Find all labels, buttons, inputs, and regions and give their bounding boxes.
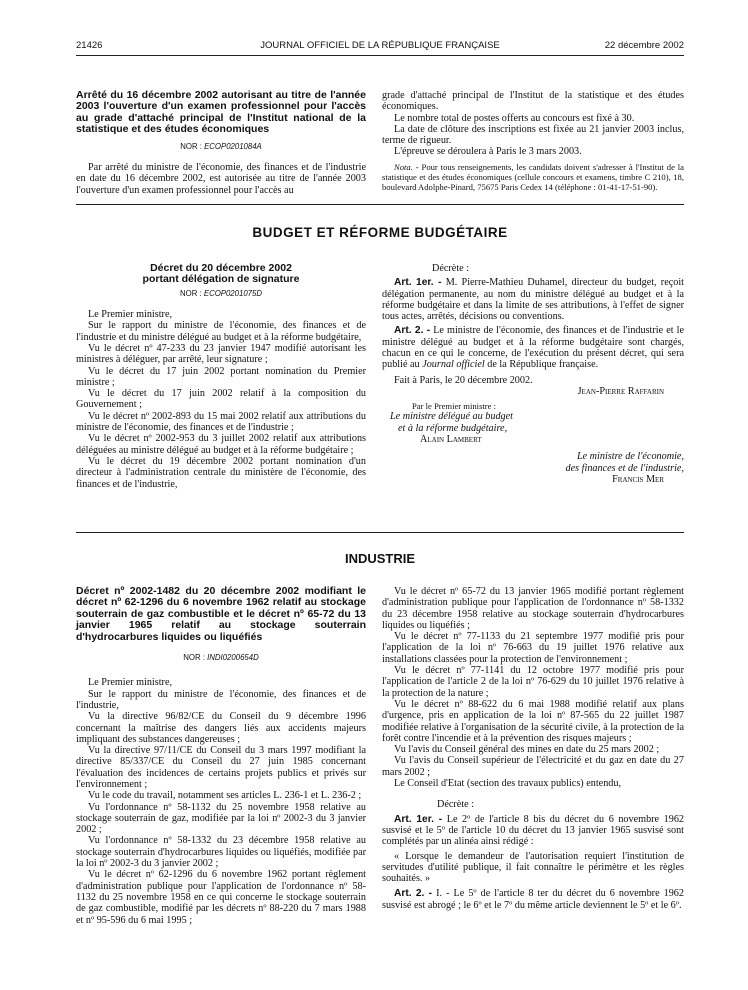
arrete-left-column [76,90,366,196]
visa-paragraph: Vu l'avis du Conseil supérieur de l'électricité et du gaz en date du 27 mars 2002 ; [382,755,684,778]
visa-paragraph: Le Premier ministre, [88,309,173,321]
budget-decree-title: Décret du 20 décembre 2002 portant délégation de signature [142,262,300,286]
industrie-right-column [382,586,684,911]
minister-1-signature: Le ministre délégué au budget et à la réforme budgétaire, Alain Lambert [390,411,513,446]
section-heading-industrie: INDUSTRIE [344,551,416,566]
arrete-nor: NOR : ECOP0201084A [180,141,262,151]
industrie-decree-title: Décret nº 2002-1482 du 20 décembre 2002 modifiant le décret nº 62-1296 du 6 novembre 1962 relatif au stockage souterrain de gaz combustible et le décret nº 65-72 du 13 janvier 1965 relatif au stockage souterrain d'hydrocarbures liquides ou liquéfiés [76,585,366,643]
visa-paragraph: Vu la directive 97/11/CE du Conseil du 3 mars 1997 modifiant la directive 85/337/CE du Conseil du 27 juin 1985 concernant l'évaluation des incidences de certains projets publics et privés sur l'environnement ; [76,745,366,790]
budget-right-column [382,263,684,485]
arrete-body: Par arrêté du ministre de l'économie, des finances et de l'industrie en date du 16 décembre 2002, est autorisée au titre de l'année 2003 l'ouverture d'un examen professionnel pour l'accès au [76,161,366,196]
arrete-right-column [382,90,684,192]
visa-paragraph: Le Conseil d'Etat (section des travaux publics) entendu, [394,778,622,790]
visa-paragraph: Sur le rapport du ministre de l'économie, des finances et de l'industrie, [76,688,366,711]
visa-paragraph: Vu le décret nº 2002-893 du 15 mai 2002 relatif aux attributions du ministre de l'économie, des finances et de l'industrie ; [76,410,366,434]
visa-paragraph: Vu le décret nº 77-1133 du 21 septembre 1977 modifié pris pour l'application de la loi nº 76-663 du 19 juillet 1976 relative aux installations classées pour la protection de l'environnement ; [382,631,684,665]
arrete-note: Nota. - Pour tous renseignements, les candidats doivent s'adresser à l'Institut de la statistique et des études économiques (cellule concours et examens, timbre C 210), 18, boulevard Adolphe-Pinard, 75675 Paris Cedex 14 (téléphone : 01-41-17-51-90). [382,161,684,193]
minister-2-signature: Le ministre de l'économie, des finances et de l'industrie, Francis Mer [565,451,684,485]
visa-paragraph: Le Premier ministre, [88,677,173,689]
journal-title: JOURNAL OFFICIEL DE LA RÉPUBLIQUE FRANÇAISE [260,40,500,51]
fait-a-paris: Fait à Paris, le 20 décembre 2002. [394,374,533,386]
industrie-article-1: Art. 1er. - Le 2º de l'article 8 bis du décret du 6 novembre 1962 susvisé et le 5º de l'article 10 du décret du 13 janvier 1965 susvisé sont complétés par un alinéa ainsi rédigé : [382,813,685,848]
decrete-label: Décrète : [437,799,475,811]
section-heading-budget: BUDGET ET RÉFORME BUDGÉTAIRE [252,225,508,240]
industrie-quote: « Lorsque le demandeur de l'autorisation requiert l'institution de servitudes d'utilité publique, il fait connaître le périmètre et les règles souhaités. » [382,850,684,885]
industrie-visas-left [76,677,366,926]
visa-paragraph: Vu le décret nº 65-72 du 13 janvier 1965 modifié portant règlement d'administration publique pour l'application de l'ordonnance nº 58-1332 du 23 décembre 1958 relative au stockage souterrain d'hydrocarbures liquides ou liquéfiés ; [382,586,684,631]
industrie-article-2: Art. 2. - I. - Le 5º de l'article 8 ter du décret du 6 novembre 1962 susvisé est abrogé ; le 6º et le 7º du même article deviennent le 5º et le 6º. [382,888,684,911]
page-number: 21426 [76,40,103,51]
signer-name: Jean-Pierre Raffarin [577,385,664,397]
budget-nor: NOR : ECOP0201075D [180,288,262,298]
decrete-label: Décrète : [432,263,470,274]
arrete-paragraph: L'épreuve se déroulera à Paris le 3 mars 2003. [394,146,582,158]
visa-paragraph: Vu le décret nº 2002-953 du 3 juillet 2002 relatif aux attributions déléguées au ministre délégué au budget et à la réforme budgétaire ; [76,433,366,456]
visa-paragraph: Vu le décret nº 77-1141 du 12 octobre 1977 modifié pris pour l'application de l'article 2 de la loi nº 76-629 du 10 juillet 1976 relative à la protection de la nature ; [382,665,684,699]
budget-visas [76,309,366,490]
visa-paragraph: Vu le décret nº 88-622 du 6 mai 1988 modifié relatif aux plans d'urgence, pris en application de la loi nº 87-565 du 22 juillet 1987 modifiée relative à l'organisation de la sécurité civile, à la protection de la forêt contre l'incendie et à la prévention des risques majeurs ; [382,698,684,744]
arrete-paragraph: La date de clôture des inscriptions est fixée au 21 janvier 2003 inclus, terme de rigueur. [382,123,684,147]
visa-paragraph: Vu le décret du 17 juin 2002 portant nomination du Premier ministre ; [76,365,366,388]
visa-paragraph: Sur le rapport du ministre de l'économie, des finances et de l'industrie et du ministre délégué au budget et à la réforme budgétaire, [76,320,366,343]
visa-paragraph: Vu le décret nº 47-233 du 23 janvier 1947 modifié autorisant les ministres à déléguer, par arrêté, leur signature ; [76,343,366,366]
par-premier-ministre: Par le Premier ministre : [412,401,497,412]
visa-paragraph: Vu l'avis du Conseil général des mines en date du 25 mars 2002 ; [394,744,660,756]
industrie-left-column [76,586,366,926]
visa-paragraph: Vu l'ordonnance nº 58-1132 du 25 novembre 1958 relative au stockage souterrain de gaz, modifiée par la loi nº 2002-3 du 3 janvier 2002 ; [76,801,366,836]
arrete-title: Arrêté du 16 décembre 2002 autorisant au titre de l'année 2003 l'ouverture d'un examen professionnel pour l'accès au grade d'attaché principal de l'Institut national de la statistique et des études économiques [76,89,366,136]
budget-article-2: Art. 2. - Le ministre de l'économie, des finances et de l'industrie et le ministre délégué au budget et à la réforme budgétaire sont chargés, chacun en ce qui le concerne, de l'exécution du présent décret, qui sera publié au Journal officiel de la République française. [382,325,684,371]
arrete-paragraph: Le nombre total de postes offerts au concours est fixé à 30. [394,112,635,124]
visa-paragraph: Vu l'ordonnance nº 58-1332 du 23 décembre 1958 relative au stockage souterrain d'hydrocarbures liquides ou liquéfiés, modifiée par la loi nº 2002-3 du 3 janvier 2002 ; [76,835,366,870]
section-rule [76,204,684,205]
visa-paragraph: Vu le code du travail, notamment ses articles L. 236-1 et L. 236-2 ; [88,790,362,802]
arrete-paragraph: grade d'attaché principal de l'Institut de la statistique et des études économiques. [382,90,684,113]
visa-paragraph: Vu le décret nº 62-1296 du 6 novembre 1962 portant règlement d'administration publique pour l'application de l'ordonnance nº 58-1132 du 25 novembre 1958 en ce qui concerne le stockage souterrain de gaz combustible, modifié par les décrets nº 88-220 du 7 mars 1988 et nº 95-596 du 6 mai 1995 ; [76,869,366,926]
section-rule [76,532,684,533]
budget-article-1: Art. 1er. - M. Pierre-Mathieu Duhamel, directeur du budget, reçoit délégation permanente, au nom du ministre délégué au budget et à la réforme budgétaire et dans la limite de ses attributions, à l'effet de signer tous actes, arrêtés, décisions ou conventions. [382,277,684,323]
visa-paragraph: Vu la directive 96/82/CE du Conseil du 9 décembre 1996 concernant la maîtrise des dangers liés aux accidents majeurs impliquant des substances dangereuses ; [76,711,366,745]
issue-date: 22 décembre 2002 [604,40,684,51]
visa-paragraph: Vu le décret du 17 juin 2002 relatif à la composition du Gouvernement ; [76,388,366,411]
budget-left-column [76,263,366,490]
header-rule [76,55,684,56]
visa-paragraph: Vu le décret du 19 décembre 2002 portant nomination d'un directeur à l'administration centrale du ministère de l'économie, des finances et de l'industrie, [76,455,366,490]
industrie-nor: NOR : INDI0200654D [183,653,259,663]
